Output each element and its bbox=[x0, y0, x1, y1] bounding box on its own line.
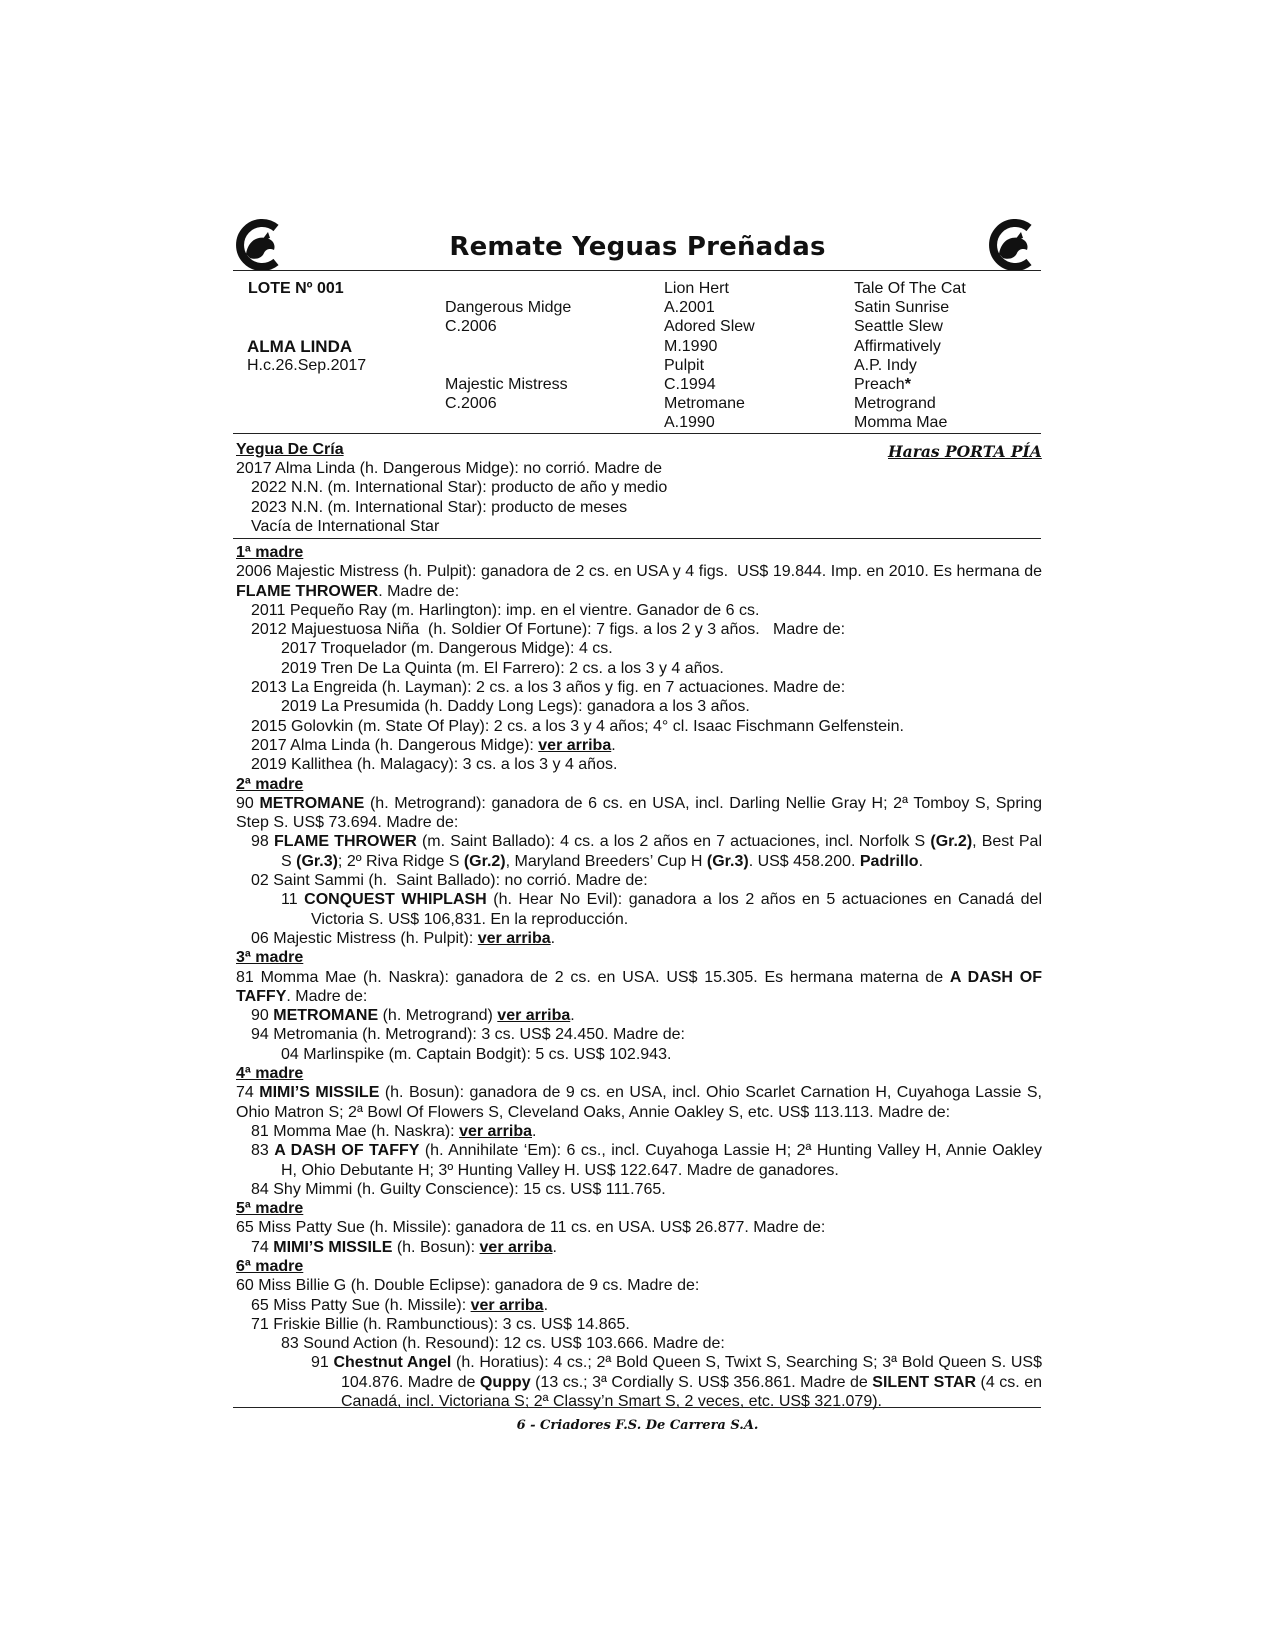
horse-info: H.c.26.Sep.2017 bbox=[247, 357, 367, 374]
madre-heading: 2ª madre bbox=[236, 775, 304, 793]
produce-line: 04 Marlinspike (m. Captain Bodgit): 5 cs. US$ 102.943. bbox=[281, 1045, 672, 1063]
footer-divider bbox=[233, 1407, 1041, 1408]
pedigree-col3-3: M.1990 bbox=[664, 338, 718, 355]
produce-line: 2017 Alma Linda (h. Dangerous Midge): ver arriba. bbox=[251, 736, 616, 754]
produce-line: 02 Saint Sammi (h. Saint Ballado): no corrió. Madre de: bbox=[251, 872, 648, 890]
pedigree-col4-7: Momma Mae bbox=[854, 414, 948, 431]
page-footer: 6 - Criadores F.S. De Carrera S.A. bbox=[516, 1418, 759, 1433]
produce-line: 2023 N.N. (m. International Star): producto de meses bbox=[251, 498, 628, 516]
produce-line: 2022 N.N. (m. International Star): producto de año y medio bbox=[251, 479, 668, 497]
produce-line: 2011 Pequeño Ray (m. Harlington): imp. en el vientre. Ganador de 6 cs. bbox=[251, 601, 760, 619]
sire-name: Dangerous Midge bbox=[445, 299, 572, 316]
produce-line: 2015 Golovkin (m. State Of Play): 2 cs. a los 3 y 4 años; 4° cl. Isaac Fischmann Gelfenstein. bbox=[251, 717, 904, 735]
produce-line: 98 FLAME THROWER (m. Saint Ballado): 4 cs. a los 2 años en 7 actuaciones, incl. Norfolk S (Gr.2), Best Pal S (Gr.3); 2º Riva Ridge S (Gr.2), Maryland Breeders’ Cup H (Gr.3). US$ 458.200. Padrillo. bbox=[251, 833, 1043, 870]
pedigree-col4-1: Satin Sunrise bbox=[854, 299, 950, 316]
dam-entry: 90 METROMANE (h. Metrogrand): ganadora de 6 cs. en USA, incl. Darling Nellie Gray H; 2ª Tomboy S, Spring Step S. US$ 73.694. Madre de: bbox=[236, 794, 1042, 832]
pedigree-col4-6: Metrogrand bbox=[854, 395, 936, 412]
pedigree-col3-1: A.2001 bbox=[664, 299, 715, 316]
pedigree-col3-6: Metromane bbox=[664, 395, 745, 412]
dam-entry: 65 Miss Patty Sue (h. Missile): ganadora de 11 cs. en USA. US$ 26.877. Madre de: bbox=[236, 1219, 826, 1237]
horse-name: ALMA LINDA bbox=[247, 337, 353, 356]
madre-heading: 6ª madre bbox=[236, 1257, 304, 1275]
produce-line: 83 Sound Action (h. Resound): 12 cs. US$ 103.666. Madre de: bbox=[281, 1335, 725, 1353]
dam-entry: 81 Momma Mae (h. Naskra): ganadora de 2 cs. en USA. US$ 15.305. Es hermana materna de A DASH OF TAFFY. Madre de: bbox=[236, 968, 1042, 1005]
produce-line: 81 Momma Mae (h. Naskra): ver arriba. bbox=[251, 1122, 537, 1140]
dam-entry: 2006 Majestic Mistress (h. Pulpit): ganadora de 2 cs. en USA y 4 figs. US$ 19.844. Imp. en 2010. Es hermana de FLAME THROWER. Madre de: bbox=[236, 563, 1042, 600]
page-title: Remate Yeguas Preñadas bbox=[449, 232, 826, 262]
pedigree-col3-5: C.1994 bbox=[664, 376, 716, 393]
pedigree-col4-2: Seattle Slew bbox=[854, 318, 943, 335]
madre-heading: 5ª madre bbox=[236, 1200, 304, 1218]
produce-line: 71 Friskie Billie (h. Rambunctious): 3 cs. US$ 14.865. bbox=[251, 1315, 630, 1333]
section-divider bbox=[233, 538, 1041, 539]
pedigree-col4-0: Tale Of The Cat bbox=[854, 280, 966, 297]
lot-number: LOTE Nº 001 bbox=[248, 280, 344, 297]
produce-line: 2017 Troquelador (m. Dangerous Midge): 4 cs. bbox=[281, 640, 613, 658]
dam-lines bbox=[236, 543, 1042, 1411]
produce-line: 11 CONQUEST WHIPLASH (h. Hear No Evil): ganadora a los 2 años en 5 actuaciones en Canadá del Victoria S. US$ 106,831. En la reproducción. bbox=[281, 891, 1042, 928]
produce-line: Vacía de International Star bbox=[251, 517, 440, 535]
madre-heading: 1ª madre bbox=[236, 544, 304, 561]
dam-info: C.2006 bbox=[445, 395, 497, 412]
dam-entry: 74 MIMI’S MISSILE (h. Bosun): ganadora de 9 cs. en USA, incl. Ohio Scarlet Carnation H, Cuyahoga Lassie S, Ohio Matron S; 2ª Bowl Of Flowers S, Cleveland Oaks, Annie Oakley S, etc. US$ 113.113. Madre de: bbox=[236, 1084, 1042, 1121]
produce-line: 65 Miss Patty Sue (h. Missile): ver arriba. bbox=[251, 1296, 549, 1314]
pedigree-divider bbox=[233, 433, 1041, 434]
pedigree-col4-4: A.P. Indy bbox=[854, 357, 917, 374]
dam-entry: 60 Miss Billie G (h. Double Eclipse): ganadora de 9 cs. Madre de: bbox=[236, 1277, 700, 1295]
produce-line: 2017 Alma Linda (h. Dangerous Midge): no corrió. Madre de bbox=[236, 460, 663, 477]
pedigree-col3-4: Pulpit bbox=[664, 357, 705, 374]
produce-line: 2019 La Presumida (h. Daddy Long Legs): ganadora a los 3 años. bbox=[281, 698, 750, 716]
produce-line: 90 METROMANE (h. Metrogrand) ver arriba. bbox=[251, 1007, 575, 1025]
yegua-de-cria-block bbox=[236, 459, 1042, 536]
madre-heading: 3ª madre bbox=[236, 949, 304, 967]
sire-info: C.2006 bbox=[445, 318, 497, 335]
pedigree-col4-5: Preach* bbox=[854, 376, 911, 393]
produce-line: 06 Majestic Mistress (h. Pulpit): ver arriba. bbox=[251, 929, 556, 947]
pedigree-col3-7: A.1990 bbox=[664, 414, 715, 431]
title-divider bbox=[233, 270, 1041, 271]
produce-line: 2012 Majuestuosa Niña (h. Soldier Of Fortune): 7 figs. a los 2 y 3 años. Madre de: bbox=[251, 621, 846, 639]
pedigree-col3-0: Lion Hert bbox=[664, 280, 729, 297]
dam-name: Majestic Mistress bbox=[445, 376, 568, 393]
haras-name: Haras PORTA PÍA bbox=[888, 442, 1042, 461]
produce-line: 2019 Kallithea (h. Malagacy): 3 cs. a los 3 y 4 años. bbox=[251, 756, 618, 774]
produce-line: 2013 La Engreida (h. Layman): 2 cs. a los 3 años y fig. en 7 actuaciones. Madre de: bbox=[251, 679, 846, 697]
produce-line: 94 Metromania (h. Metrogrand): 3 cs. US$ 24.450. Madre de: bbox=[251, 1026, 685, 1044]
yegua-de-cria-heading: Yegua De Cría bbox=[236, 441, 344, 458]
pedigree-col3-2: Adored Slew bbox=[664, 318, 755, 335]
produce-line: 84 Shy Mimmi (h. Guilty Conscience): 15 cs. US$ 111.765. bbox=[251, 1180, 666, 1198]
pedigree-col4-3: Affirmatively bbox=[854, 338, 941, 355]
madre-heading: 4ª madre bbox=[236, 1065, 304, 1083]
produce-line: 2019 Tren De La Quinta (m. El Farrero): 2 cs. a los 3 y 4 años. bbox=[281, 659, 724, 677]
produce-line: 91 Chestnut Angel (h. Horatius): 4 cs.; 2ª Bold Queen S, Twixt S, Searching S; 3ª Bold Queen S. US$ 104.876. Madre de Quppy (13 cs.; 3ª Cordially S. US$ 356.861. Madre de SILENT STAR (4 cs. en Canadá, incl. Victoriana S; 2ª Classy’n Smart S, 2 veces, etc. US$ 321.079). bbox=[311, 1354, 1043, 1411]
produce-line: 83 A DASH OF TAFFY (h. Annihilate ‘Em): 6 cs., incl. Cuyahoga Lassie H; 2ª Hunting Valley H, Annie Oakley H, Ohio Debutante H; 3º Hunting Valley H. US$ 122.647. Madre de ganadores. bbox=[251, 1142, 1042, 1179]
produce-line: 74 MIMI’S MISSILE (h. Bosun): ver arriba. bbox=[251, 1238, 557, 1256]
